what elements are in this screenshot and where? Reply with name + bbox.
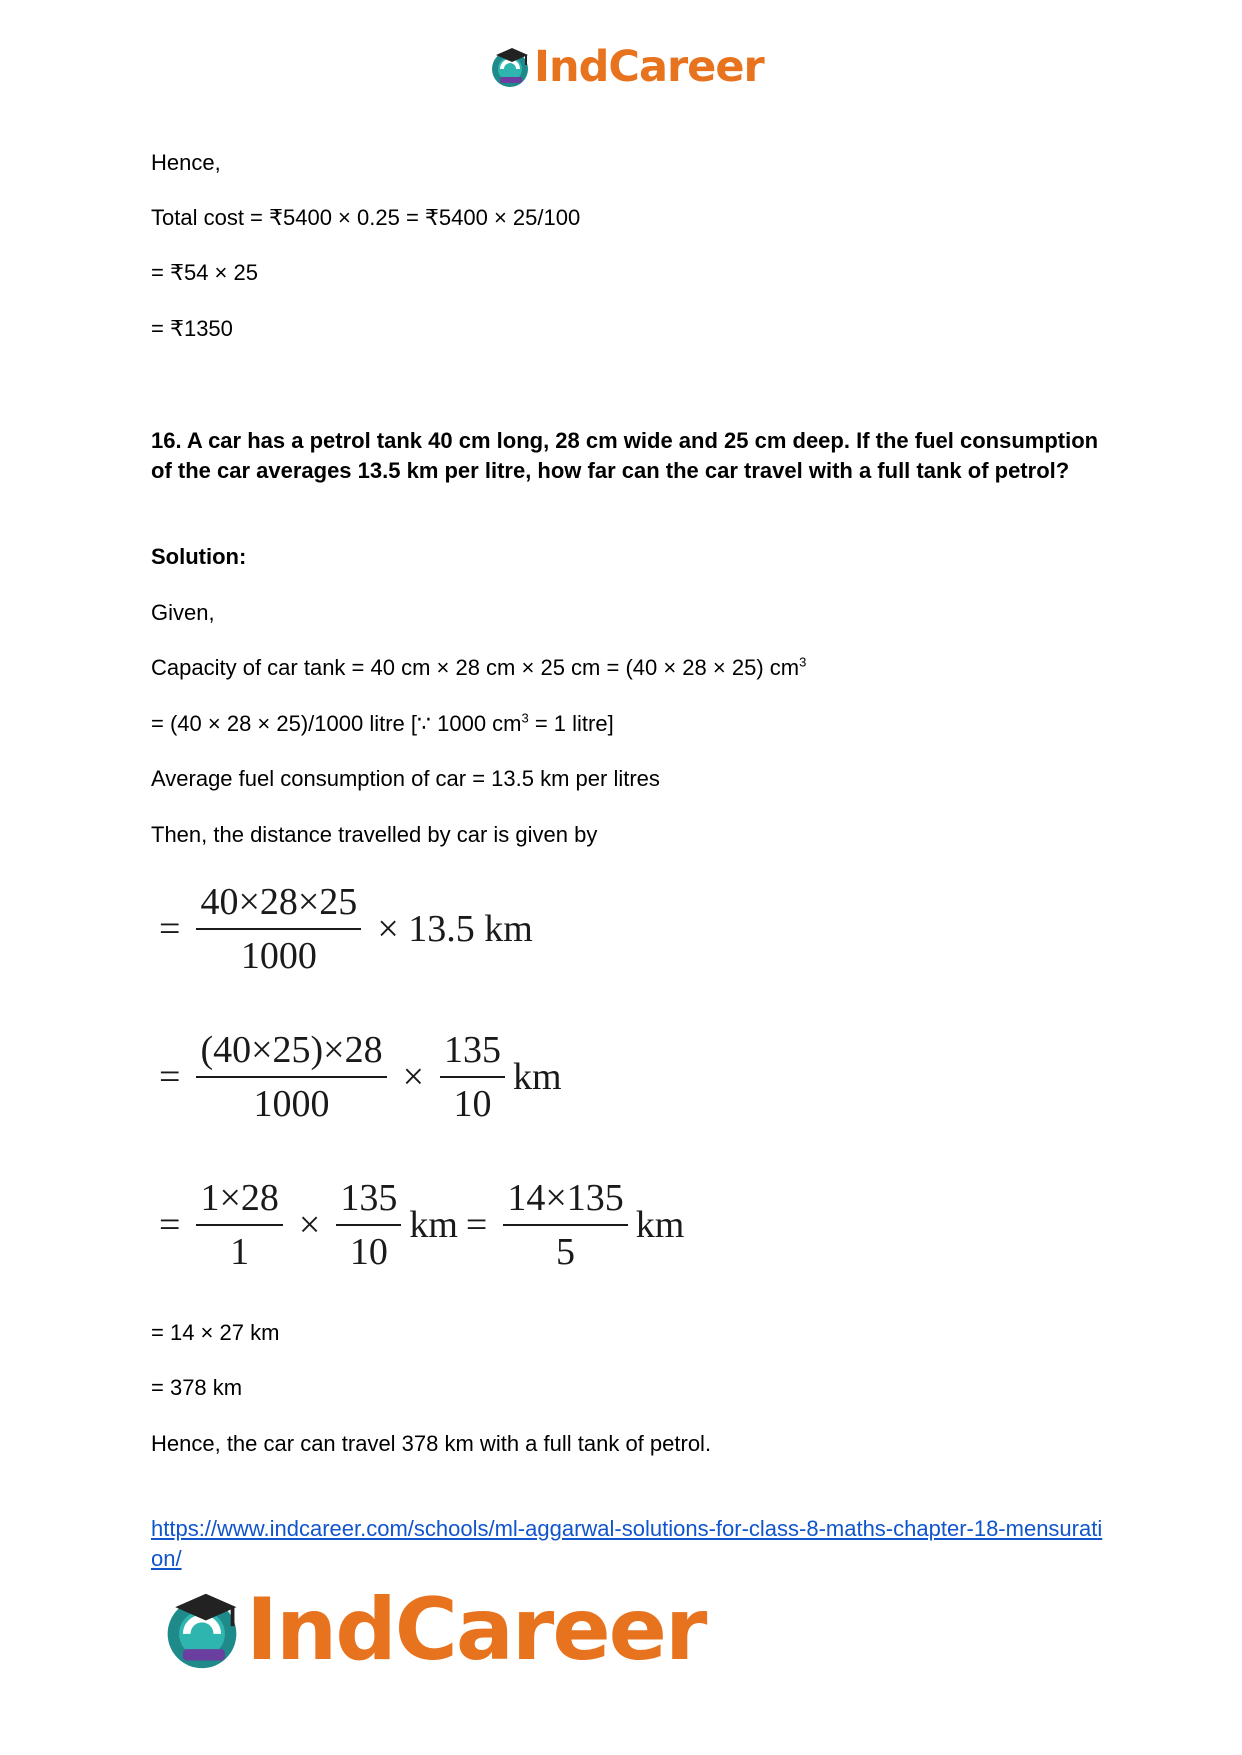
litre-text-b: = 1 litre] (528, 711, 614, 736)
fraction (196, 880, 361, 978)
graduation-globe-icon (488, 45, 532, 89)
unit-km: km (513, 1056, 562, 1098)
fraction (440, 1028, 505, 1126)
multiplier-term: × 13.5 km (377, 908, 533, 950)
denominator: 10 (453, 1083, 492, 1125)
fraction (196, 1176, 282, 1274)
avg-consumption-line: Average fuel consumption of car = 13.5 km per litres (151, 766, 660, 791)
numerator: 1×28 (196, 1176, 282, 1226)
fraction (196, 1028, 386, 1126)
step-line-1: = 14 × 27 km (151, 1320, 280, 1345)
capacity-line (151, 653, 806, 683)
denominator: 5 (556, 1231, 576, 1273)
denominator: 1000 (253, 1083, 330, 1125)
math-row-2 (151, 1028, 562, 1126)
equals-sign: = (465, 1204, 488, 1246)
indcareer-logo-top (488, 42, 764, 92)
equals-sign: = (159, 1056, 181, 1098)
numerator: 135 (336, 1176, 401, 1226)
litre-conversion-line (151, 709, 614, 739)
cost-step-line: = ₹54 × 25 (151, 260, 258, 285)
math-row-3 (151, 1176, 684, 1274)
numerator: (40×25)×28 (196, 1028, 386, 1078)
conclusion-line: Hence, the car can travel 378 km with a full tank of petrol. (151, 1431, 712, 1456)
cost-result-line: = ₹1350 (151, 316, 233, 341)
litre-exponent: 3 (521, 710, 529, 726)
times-sign: × (298, 1204, 321, 1246)
equals-sign: = (159, 1204, 181, 1246)
step-line-2: = 378 km (151, 1375, 243, 1400)
math-row-1 (151, 880, 541, 978)
graduation-globe-icon (160, 1588, 244, 1672)
indcareer-logo-bottom (160, 1580, 705, 1680)
total-cost-line: Total cost = ₹5400 × 0.25 = ₹5400 × 25/100 (151, 205, 581, 230)
denominator: 1000 (240, 935, 317, 977)
numerator: 135 (440, 1028, 505, 1078)
unit-km: km (635, 1204, 685, 1246)
denominator: 10 (349, 1231, 388, 1273)
question-16: 16. A car has a petrol tank 40 cm long, 28 cm wide and 25 cm deep. If the fuel consumption of the car averages 13.5 km per litre, how far can the car travel with a full tank of petrol? (151, 428, 1099, 483)
unit-km: km (409, 1204, 458, 1246)
numerator: 14×135 (503, 1176, 627, 1226)
fraction (503, 1176, 627, 1274)
equals-sign: = (159, 908, 181, 950)
litre-text-a: = (40 × 28 × 25)/1000 litre [∵ 1000 cm (151, 711, 522, 736)
hence-label: Hence, (151, 150, 221, 175)
solution-heading: Solution: (151, 544, 247, 569)
source-link[interactable]: https://www.indcareer.com/schools/ml-aggarwal-solutions-for-class-8-maths-chapter-18-mensuration/ (151, 1516, 1103, 1571)
numerator: 40×28×25 (196, 880, 361, 930)
capacity-text: Capacity of car tank = 40 cm × 28 cm × 25 cm = (40 × 28 × 25) cm (151, 655, 800, 680)
brand-name-bottom: IndCareer (246, 1580, 706, 1680)
times-sign: × (402, 1056, 425, 1098)
denominator: 1 (230, 1231, 250, 1273)
capacity-exponent: 3 (799, 654, 807, 670)
fraction (336, 1176, 401, 1274)
given-label: Given, (151, 600, 215, 625)
brand-name-top: IndCareer (534, 42, 764, 92)
distance-intro-line: Then, the distance travelled by car is given by (151, 822, 598, 847)
